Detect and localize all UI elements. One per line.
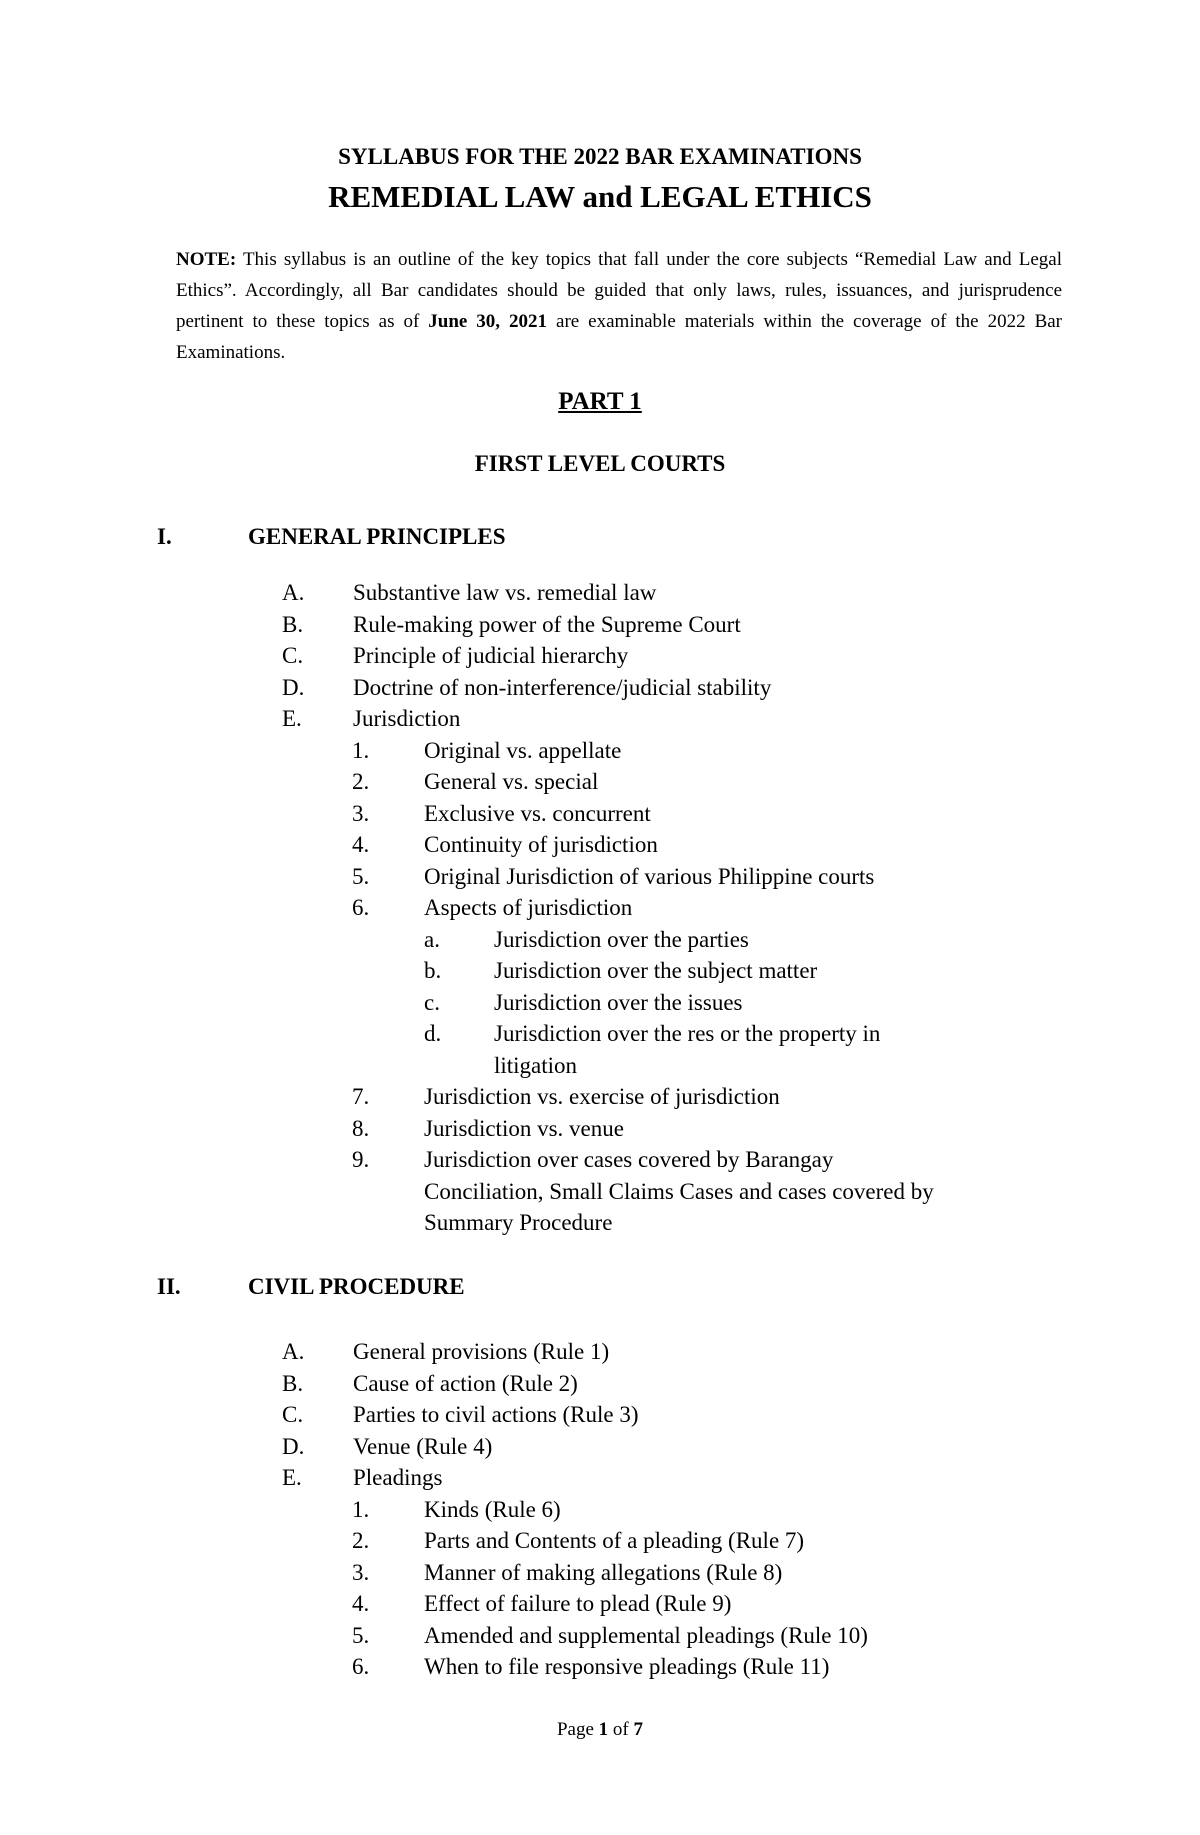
- section-heading: [0, 1271, 1200, 1303]
- list-item-text: Substantive law vs. remedial law: [353, 580, 657, 605]
- list-item-text: Jurisdiction over the issues: [494, 989, 743, 1015]
- list-item-text: Summary Procedure: [424, 1210, 613, 1235]
- list-marker: B.: [282, 1370, 304, 1396]
- list-item: [0, 1113, 1200, 1145]
- list-item-text: Jurisdiction over the res or the property in: [494, 1021, 881, 1046]
- list-marker: D.: [282, 674, 305, 700]
- list-item-text: Venue (Rule 4): [353, 1433, 493, 1459]
- list-marker: 2.: [352, 1528, 370, 1553]
- list-item-text: When to file responsive pleadings (Rule 11): [424, 1654, 830, 1679]
- list-marker: 8.: [352, 1115, 370, 1141]
- syllabus-title: SYLLABUS FOR THE 2022 BAR EXAMINATIONS: [338, 144, 862, 169]
- list-item-text: Parts and Contents of a pleading (Rule 7): [424, 1528, 805, 1553]
- list-marker: 7.: [352, 1084, 370, 1109]
- list-marker: 6.: [352, 895, 370, 920]
- list-item-text: Jurisdiction over the subject matter: [494, 958, 818, 983]
- list-item-text: Aspects of jurisdiction: [424, 895, 633, 920]
- list-marker: 4.: [352, 832, 370, 857]
- list-marker: D.: [282, 1433, 305, 1459]
- list-marker: E.: [282, 1465, 302, 1490]
- list-item: [0, 672, 1200, 704]
- note-text-before: This syllabus is an outline of the key topics that fall under the core subjects “Remedial Law and Legal Ethics”. Accordingly, all Bar candidates should be guided that only laws, rules, issuances, and jurisprudence pertinent to these topics as of: [176, 249, 1062, 332]
- list-item-continuation: [0, 1176, 1200, 1208]
- section-title: GENERAL PRINCIPLES: [248, 524, 506, 549]
- list-marker: C.: [282, 1402, 304, 1427]
- list-item: [0, 798, 1200, 830]
- list-item: [0, 955, 1200, 987]
- section-number: II.: [157, 1274, 181, 1299]
- list-item-text: Effect of failure to plead (Rule 9): [424, 1591, 732, 1616]
- list-item-text: Kinds (Rule 6): [424, 1496, 561, 1522]
- list-item: [0, 735, 1200, 767]
- courts-heading: FIRST LEVEL COURTS: [474, 451, 726, 476]
- list-item-continuation: [0, 1207, 1200, 1239]
- list-item: [0, 1494, 1200, 1526]
- list-item: [0, 892, 1200, 924]
- note-paragraph: [176, 244, 1062, 368]
- section-heading: [0, 521, 1200, 553]
- list-item-text: Jurisdiction: [353, 706, 461, 731]
- list-item-text: Continuity of jurisdiction: [424, 832, 658, 857]
- list-item: [0, 829, 1200, 861]
- list-marker: b.: [424, 958, 442, 983]
- list-marker: E.: [282, 706, 302, 731]
- page-footer: [0, 1716, 1200, 1744]
- list-item: [0, 1368, 1200, 1400]
- list-item-text: General provisions (Rule 1): [353, 1339, 610, 1364]
- list-marker: 4.: [352, 1591, 370, 1616]
- list-marker: 1.: [352, 1496, 370, 1522]
- list-item: [0, 1081, 1200, 1113]
- list-item: [0, 1144, 1200, 1176]
- list-item: [0, 577, 1200, 609]
- list-marker: 5.: [352, 1622, 370, 1648]
- list-item-text: Conciliation, Small Claims Cases and cases covered by: [424, 1178, 934, 1204]
- list-item: [0, 1557, 1200, 1589]
- list-item: [0, 1620, 1200, 1652]
- list-item: [0, 1462, 1200, 1494]
- part-heading: PART 1: [558, 388, 642, 415]
- note-label: NOTE:: [176, 249, 237, 270]
- list-item: [0, 861, 1200, 893]
- section-number: I.: [157, 524, 172, 549]
- list-item-continuation: [0, 1050, 1200, 1082]
- list-item: [0, 1525, 1200, 1557]
- subject-title: REMEDIAL LAW and LEGAL ETHICS: [328, 179, 872, 214]
- list-item: [0, 1336, 1200, 1368]
- list-marker: B.: [282, 611, 304, 637]
- list-item: [0, 987, 1200, 1019]
- list-item-text: Original vs. appellate: [424, 737, 622, 763]
- note-text-after: are examinable materials within the coverage of the 2022 Bar Examinations.: [176, 311, 1062, 363]
- list-item: [0, 609, 1200, 641]
- list-item: [0, 924, 1200, 956]
- list-item: [0, 640, 1200, 672]
- list-marker: a.: [424, 926, 440, 952]
- total-pages: 7: [633, 1719, 643, 1740]
- list-item-text: Pleadings: [353, 1465, 443, 1490]
- list-item: [0, 766, 1200, 798]
- list-marker: 3.: [352, 1559, 370, 1585]
- list-item: [0, 1588, 1200, 1620]
- list-marker: 1.: [352, 737, 370, 763]
- list-item-text: litigation: [494, 1052, 578, 1078]
- list-marker: 2.: [352, 769, 370, 794]
- list-item-text: Jurisdiction vs. venue: [424, 1115, 624, 1141]
- list-item: [0, 1018, 1200, 1050]
- list-marker: c.: [424, 989, 440, 1015]
- list-item: [0, 1399, 1200, 1431]
- list-item-text: Jurisdiction over cases covered by Barangay: [424, 1147, 834, 1172]
- list-item-text: Doctrine of non-interference/judicial stability: [353, 674, 772, 700]
- list-item: [0, 703, 1200, 735]
- page-number: 1: [598, 1719, 609, 1740]
- list-item-text: General vs. special: [424, 769, 599, 794]
- list-item-text: Jurisdiction over the parties: [494, 926, 749, 952]
- list-marker: C.: [282, 643, 304, 668]
- list-item-text: Original Jurisdiction of various Philippine courts: [424, 863, 875, 889]
- list-item-text: Amended and supplemental pleadings (Rule 10): [424, 1622, 868, 1648]
- list-item-text: Parties to civil actions (Rule 3): [353, 1402, 639, 1427]
- list-marker: 3.: [352, 800, 370, 826]
- section-title: CIVIL PROCEDURE: [248, 1274, 465, 1299]
- list-item-text: Jurisdiction vs. exercise of jurisdiction: [424, 1084, 780, 1109]
- list-marker: A.: [282, 580, 305, 605]
- note-date: June 30, 2021: [428, 311, 548, 332]
- list-item: [0, 1431, 1200, 1463]
- list-marker: d.: [424, 1021, 442, 1046]
- list-item-text: Principle of judicial hierarchy: [353, 643, 629, 668]
- list-marker: 6.: [352, 1654, 370, 1679]
- list-item-text: Manner of making allegations (Rule 8): [424, 1559, 783, 1585]
- list-marker: 5.: [352, 863, 370, 889]
- list-item-text: Cause of action (Rule 2): [353, 1370, 578, 1396]
- list-marker: 9.: [352, 1147, 370, 1172]
- list-item: [0, 1651, 1200, 1683]
- of-label: of: [612, 1719, 629, 1740]
- page-label: Page: [556, 1719, 594, 1740]
- list-item-text: Rule-making power of the Supreme Court: [353, 611, 741, 637]
- list-item-text: Exclusive vs. concurrent: [424, 800, 651, 826]
- list-marker: A.: [282, 1339, 305, 1364]
